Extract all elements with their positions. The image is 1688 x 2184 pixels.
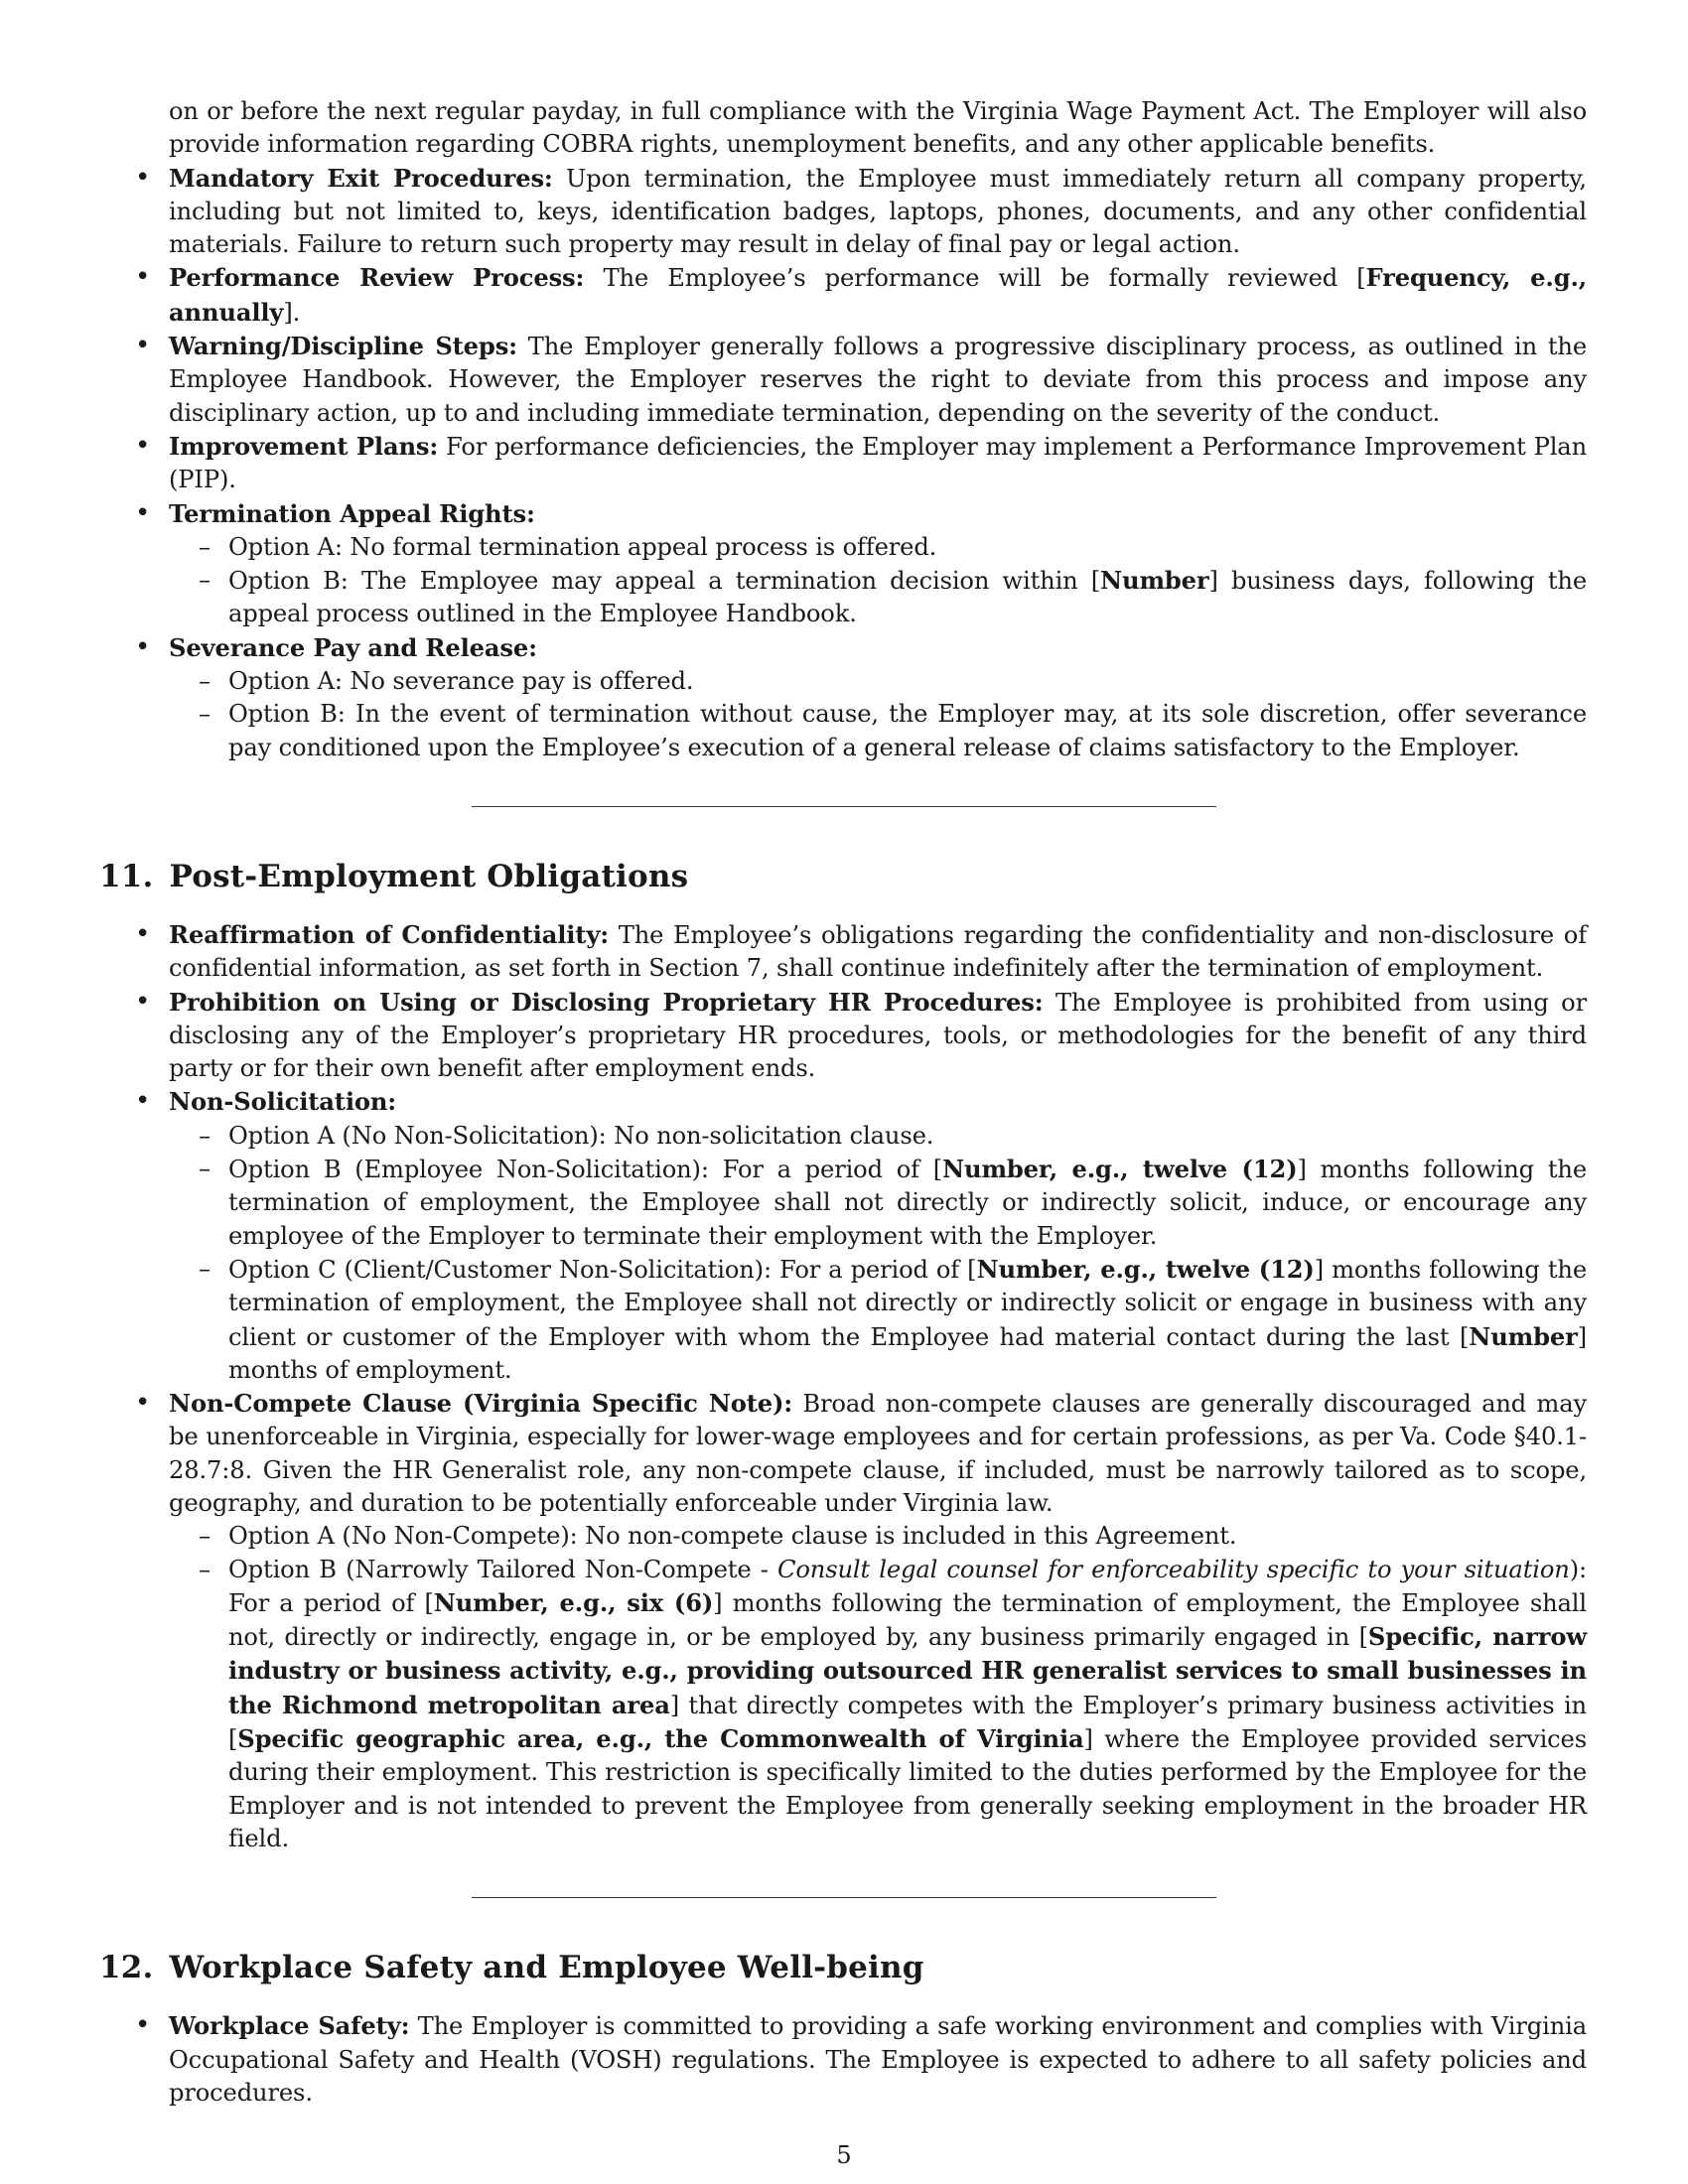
option-item [169, 1253, 1587, 1387]
option-text: ] months following the termination of employment, the Employee shall not directly or indirectly solicit, induce, or encourage any employee of the Employer to terminate their employment with the Employer. [228, 1156, 1587, 1250]
section-title: Post-Employment Obligations [169, 858, 689, 894]
item-label: Non-Compete Clause (Virginia Specific Note): [169, 1389, 793, 1419]
option-text: ] business days, following the appeal process outlined in the Employee Handbook. [228, 567, 1587, 628]
item-label: Workplace Safety: [169, 2011, 410, 2041]
item-label: Severance Pay and Release: [169, 632, 537, 662]
page-number: 5 [836, 2141, 852, 2169]
item-text: The Employer generally follows a progressive disciplinary process, as outlined in the Employee Handbook. However, the Employer reserves the right to deviate from this process and impose any disciplinary action, up to and including immediate termination, depending on the severity of the conduct. [169, 333, 1587, 427]
option-item [169, 564, 1587, 631]
placeholder-text: Specific geographic area, e.g., the Commonwealth of Virginia [237, 1724, 1084, 1754]
italic-note: Consult legal counsel for enforceability specific to your situation [777, 1555, 1570, 1583]
list-item [99, 497, 1587, 631]
placeholder-text: Number [1469, 1321, 1578, 1351]
placeholder-text: Frequency, e.g., annually [169, 263, 1587, 327]
option-text: ] that directly competes with the Employer’s primary business activities in [ [228, 1691, 1587, 1754]
placeholder-text: Number [1100, 566, 1209, 596]
item-text: Upon termination, the Employee must immediately return all company property, including but not limited to, keys, identification badges, laptops, phones, documents, and any other confidential materials. Failure to return such property may result in delay of final pay or legal action. [169, 164, 1587, 259]
option-list [169, 1520, 1587, 1855]
option-text: Option B (Employee Non-Solicitation): For a period of [ [228, 1156, 943, 1184]
list-item [99, 330, 1587, 430]
item-label: Prohibition on Using or Disclosing Proprietary HR Procedures: [169, 987, 1044, 1017]
list-item [99, 986, 1587, 1086]
option-text: Option B: The Employee may appeal a termination decision within [ [228, 567, 1101, 596]
section-heading-11 [99, 857, 1587, 896]
option-list [169, 1120, 1587, 1387]
list-item [99, 2009, 1587, 2110]
item-label: Mandatory Exit Procedures: [169, 163, 553, 193]
item-text: ]. [283, 298, 301, 327]
item-text: Broad non-compete clauses are generally discouraged and may be unenforceable in Virginia, especially for lower-wage employees and for certain professions, as per Va. Code §40.1-28.7:8. Given the HR Generalist role, any non-compete clause, if included, must be narrowly tailored as to scope, geography, and duration to be potentially enforceable under Virginia law. [169, 1390, 1587, 1517]
option-list [169, 665, 1587, 764]
document-body [99, 95, 1587, 2110]
item-text: The Employer is committed to providing a safe working environment and complies with Virginia Occupational Safety and Health (VOSH) regulations. The Employee is expected to adhere to all safety policies and procedures. [169, 2012, 1587, 2107]
list-item [99, 1085, 1587, 1387]
intro-paragraph: on or before the next regular payday, in full compliance with the Virginia Wage Payment Act. The Employer will also provide information regarding COBRA rights, unemployment benefits, and any other applicable benefits. [169, 97, 1587, 159]
list-item [99, 162, 1587, 262]
section-number: 12. [99, 1950, 154, 1986]
item-label: Performance Review Process: [169, 263, 585, 293]
item-label: Improvement Plans: [169, 431, 439, 461]
termination-list [99, 162, 1587, 764]
section-number: 11. [99, 858, 154, 894]
item-label: Reaffirmation of Confidentiality: [169, 919, 610, 949]
section-divider [472, 806, 1216, 807]
section-heading-12 [99, 1948, 1587, 1987]
option-text: ] months following the termination of employment, the Employee shall not, directly or indirectly, engage in, or be employed by, any business primarily engaged in [ [228, 1588, 1587, 1652]
item-label: Warning/Discipline Steps: [169, 332, 517, 361]
placeholder-text: Number, e.g., twelve (12) [942, 1155, 1298, 1184]
list-item [99, 1387, 1587, 1855]
placeholder-text: Number, e.g., twelve (12) [976, 1254, 1315, 1284]
option-item: – Option B: In the event of termination without cause, the Employer may, at its sole discretion, offer severance pay conditioned upon the Employee’s execution of a general release of claims satisfactory to the Employer. [169, 698, 1587, 764]
option-item: – Option A (No Non-Solicitation): No non-solicitation clause. [169, 1120, 1587, 1153]
option-item: – Option A: No severance pay is offered. [169, 665, 1587, 698]
option-text: ] where the Employee provided services during their employment. This restriction is specifically limited to the duties performed by the Employee for the Employer and is not intended to prevent the Employee from generally seeking employment in the broader HR field. [228, 1725, 1587, 1852]
item-text: The Employee’s performance will be formally reviewed [ [584, 264, 1366, 293]
section-title: Workplace Safety and Employee Well-being [169, 1950, 924, 1986]
section-divider [472, 1897, 1216, 1898]
item-label: Termination Appeal Rights: [169, 498, 535, 528]
list-item [99, 261, 1587, 330]
option-text: ): For a period of [ [228, 1555, 1587, 1617]
option-item: – Option A: No formal termination appeal process is offered. [169, 531, 1587, 564]
safety-list [99, 2009, 1587, 2110]
option-text: Option B (Narrowly Tailored Non-Compete - [228, 1555, 777, 1583]
item-label: Non-Solicitation: [169, 1087, 397, 1117]
option-item [169, 1153, 1587, 1253]
item-text: The Employee’s obligations regarding the confidentiality and non-disclosure of confidential information, as set forth in Section 7, shall continue indefinitely after the termination of employment. [169, 920, 1588, 983]
placeholder-text: Number, e.g., six (6) [433, 1587, 714, 1617]
option-text: Option C (Client/Customer Non-Solicitation): For a period of [ [228, 1255, 977, 1284]
list-item [99, 918, 1587, 986]
list-item [99, 631, 1587, 764]
option-text: ] months following the termination of employment, the Employee shall not directly or indirectly solicit or engage in business with any client or customer of the Employer with whom the Employee had material contact during the last [ [228, 1255, 1587, 1351]
item-text: For performance deficiencies, the Employer may implement a Performance Improvement Plan (PIP). [169, 432, 1587, 494]
list-item [99, 430, 1587, 497]
item-text: The Employee is prohibited from using or disclosing any of the Employer’s proprietary HR procedures, tools, or methodologies for the benefit of any third party or for their own benefit after employment ends. [169, 988, 1587, 1083]
option-item [169, 1554, 1587, 1856]
post-employment-list [99, 918, 1587, 1855]
option-item: – Option A (No Non-Compete): No non-compete clause is included in this Agreement. [169, 1520, 1587, 1553]
option-list [169, 531, 1587, 631]
option-text: ] months of employment. [228, 1322, 1587, 1384]
placeholder-text: Specific, narrow industry or business activity, e.g., providing outsourced HR generalist services to small businesses in the Richmond metropolitan area [228, 1622, 1587, 1719]
